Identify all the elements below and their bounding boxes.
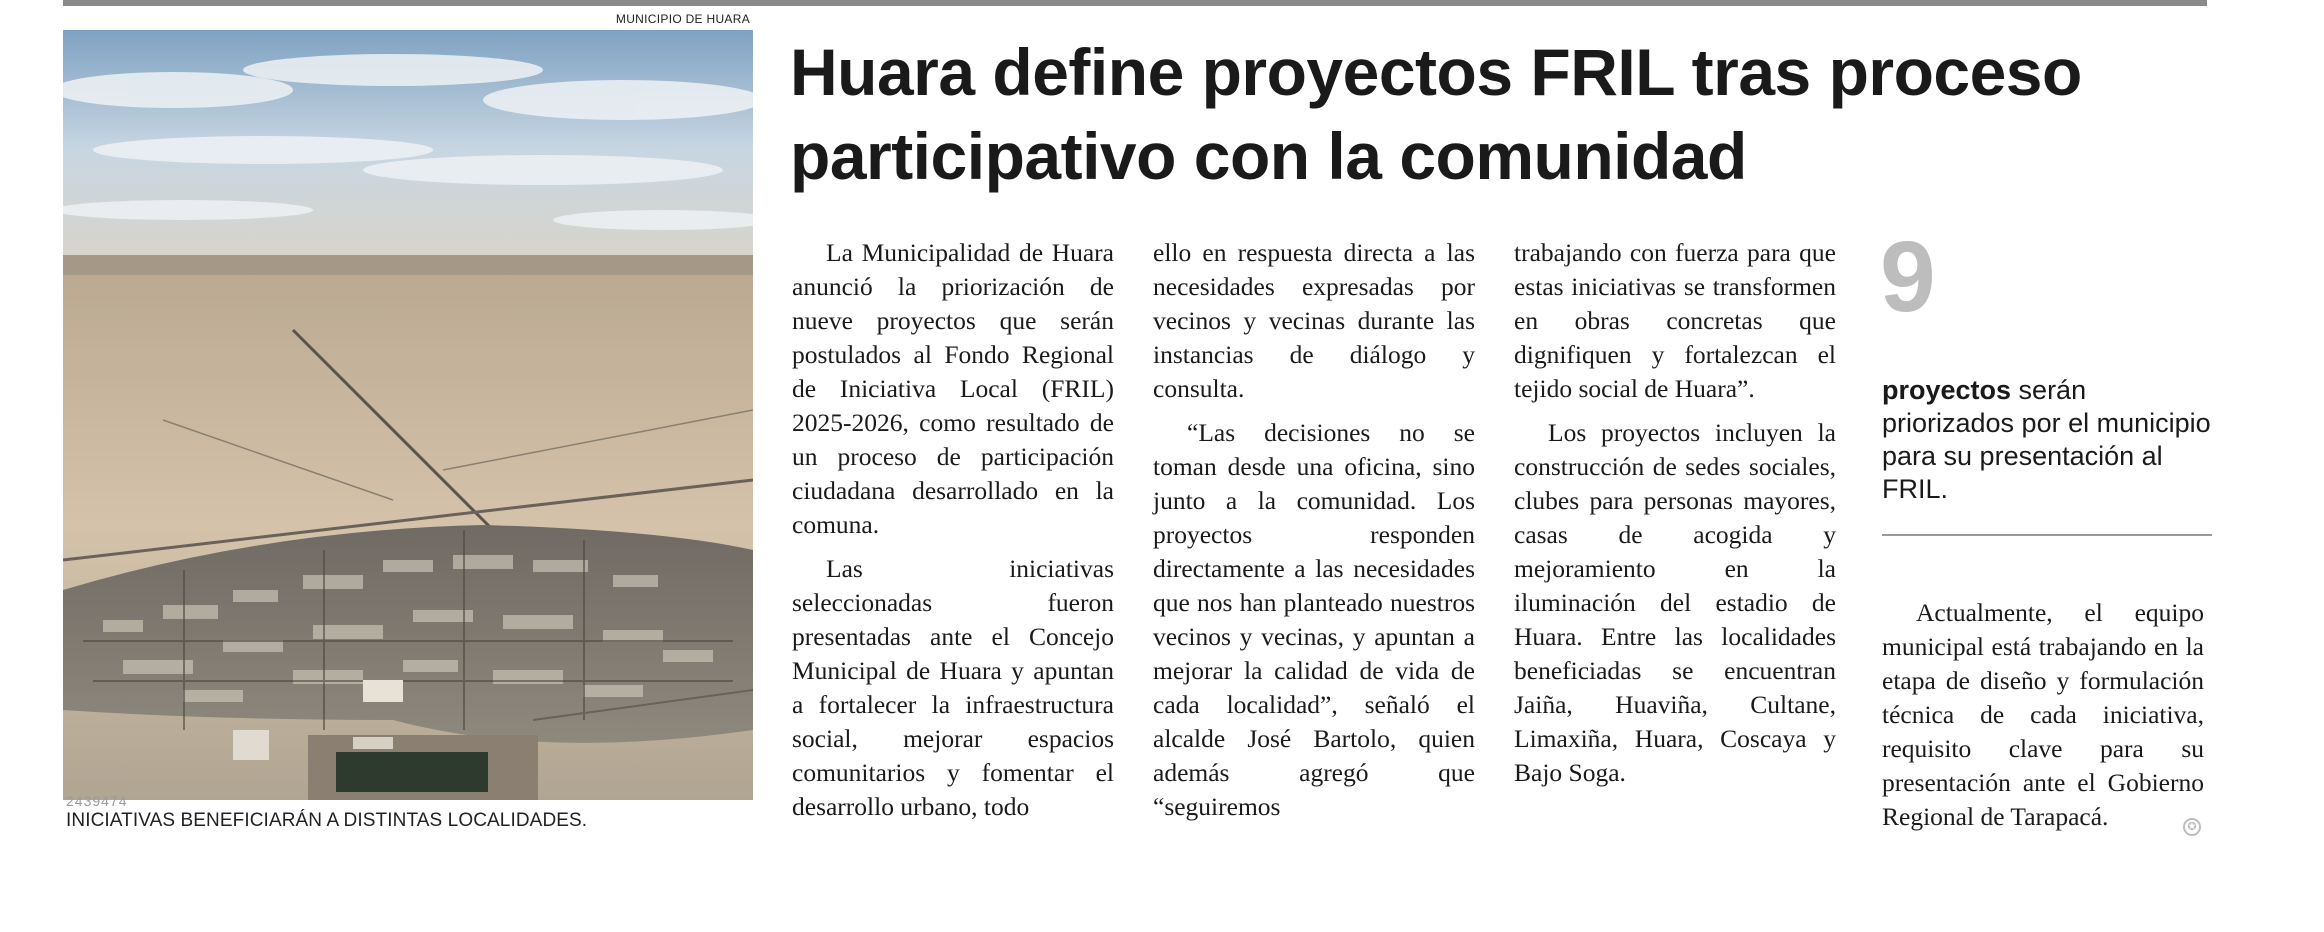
article-column-3 [1514,236,1836,790]
stat-description [1882,374,2212,506]
aerial-town-photo [63,30,753,800]
photo-caption: INICIATIVAS BENEFICIARÁN A DISTINTAS LOCALIDADES. [66,810,588,831]
paragraph: La Municipalidad de Huara anunció la priorización de nueve proyectos que serán postulados al Fondo Regional de Iniciativa Local (FRIL) 2025-2026, como resultado de un proceso de participación ciudadana desarrollado en la comuna. [792,238,1114,539]
article-column-2 [1153,236,1475,824]
paragraph: Actualmente, el equipo municipal está trabajando en la etapa de diseño y formulación técnica de cada iniciativa, requisito clave para su presentación ante el Gobierno Regional de Tarapacá. [1882,598,2204,831]
paragraph: ello en respuesta directa a las necesidades expresadas por vecinos y vecinas durante las instancias de diálogo y consulta. [1153,238,1475,403]
stat-text: serán priorizados por el municipio para su presentación al FRIL. [1882,375,2211,504]
article-end-icon: ✪ [2183,818,2201,836]
paragraph: “Las decisiones no se toman desde una oficina, sino junto a la comunidad. Los proyectos responden directamente a las necesidades que nos han planteado nuestros vecinos y vecinas, y apuntan a mejorar la calidad de vida de cada localidad”, señaló el alcalde José Bartolo, quien además agregó que “seguiremos [1153,418,1475,821]
article-headline: Huara define proyectos FRIL tras proceso participativo con la comunidad [790,35,2082,193]
stat-number: 9 [1880,221,1936,333]
photo-credit: MUNICIPIO DE HUARA [615,12,750,26]
photo-id-watermark: 2439474 [66,793,128,809]
paragraph: Las iniciativas seleccionadas fueron presentadas ante el Concejo Municipal de Huara y apuntan a fortalecer la infraestructura social, mejorar espacios comunitarios y fomentar el desarrollo urbano, todo [792,554,1114,821]
paragraph: Los proyectos incluyen la construcción de sedes sociales, clubes para personas mayores, casas de acogida y mejoramiento en la iluminación del estadio de Huara. Entre las localidades beneficiadas se encuentran Jaiña, Huaviña, Cultane, Limaxiña, Huara, Coscaya y Bajo Soga. [1514,418,1836,787]
stat-divider [1882,534,2212,536]
paragraph: trabajando con fuerza para que estas iniciativas se transformen en obras concretas que dignifiquen y fortalezcan el tejido social de Huara”. [1514,238,1836,403]
aerial-photo-image [63,30,753,800]
article-column-4 [1882,596,2204,834]
top-rule [63,0,2207,6]
article-column-1 [792,236,1114,824]
stat-bold-word: proyectos [1882,375,2012,405]
